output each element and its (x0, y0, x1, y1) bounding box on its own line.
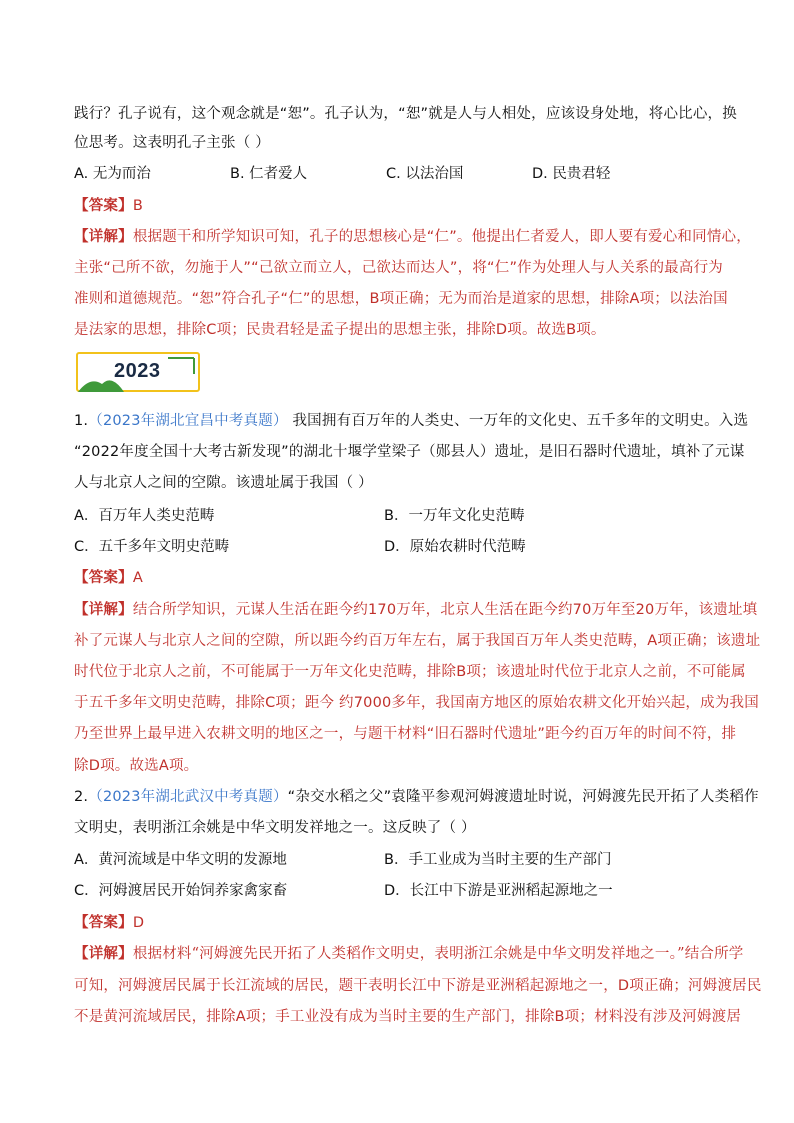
detail-quote: “河姆渡先民开拓了人类稻作文明史，表明浙江余姚是中华文明发祥地之一。” (191, 946, 685, 962)
question-text: 我国拥有百万年的人类史、一万年的文化史、五千多年的文明史。入选 (292, 413, 749, 429)
year-section-badge (76, 352, 202, 394)
question-text: “2022年度全国十大考古新发现”的湖北十堰学堂梁子（郧县人）遗址，是旧石器时代遗址，填补了元谋 (74, 444, 745, 460)
option-b: B. 仁者爱人 (230, 166, 308, 182)
option-c: C. 以法治国 (386, 166, 464, 182)
option-b: B．一万年文化史范畴 (384, 508, 525, 524)
detail-text: 于五千多年文明史范畴，排除C项；距今 约7000多年，我国南方地区的原始农耕文化开始兴起，成为我国 (74, 695, 759, 711)
answer-value: B (132, 198, 143, 214)
detail-text: 可知，河姆渡居民属于长江流域的居民，题干表明长江中下游是亚洲稻起源地之一，D项正确；河姆渡居民 (74, 978, 762, 994)
option-a: A．百万年人类史范畴 (74, 508, 215, 524)
question-number: 2. (74, 789, 89, 805)
detail-text: 乃至世界上最早进入农耕文明的地区之一，与题干材料“旧石器时代遗址”距今约百万年的时间不符，排 (74, 726, 737, 742)
detail-text: 不是黄河流域居民，排除A项；手工业没有成为当时主要的生产部门，排除B项；材料没有涉及河姆渡居 (74, 1009, 742, 1025)
option-d: D．原始农耕时代范畴 (384, 539, 526, 555)
question-source: （2023年湖北武汉中考真题） (88, 789, 288, 805)
detail-text: 准则和道德规范。“恕”符合孔子“仁”的思想，B项正确；无为而治是道家的思想，排除A项；以法治国 (74, 291, 728, 307)
option-a: A. 无为而治 (74, 166, 151, 182)
detail-text: 是法家的思想，排除C项；民贵君轻是孟子提出的思想主张，排除D项。故选B项。 (74, 322, 606, 338)
option-d: D. 民贵君轻 (532, 166, 611, 182)
option-a: A．黄河流域是中华文明的发源地 (74, 852, 287, 868)
option-c: C．五千多年文明史范畴 (74, 539, 230, 555)
answer-line (74, 568, 143, 588)
detail-text: 结合所学 (684, 946, 744, 962)
question-2-line (74, 787, 759, 807)
question-text: 人与北京人之间的空隙。该遗址属于我国（ ） (74, 475, 373, 491)
detail-text: 时代位于北京人之前，不可能属于一万年文化史范畴，排除B项；该遗址时代位于北京人之前，不可能属 (74, 664, 746, 680)
option-d: D．长江中下游是亚洲稻起源地之一 (384, 883, 613, 899)
answer-tag: 【答案】 (74, 915, 133, 931)
answer-value: D (132, 915, 145, 931)
detail-line (74, 600, 757, 620)
question-text: “杂交水稻之父”袁隆平参观河姆渡遗址时说，河姆渡先民开拓了人类稻作 (287, 789, 759, 805)
detail-text: 除D项。故选A项。 (74, 758, 199, 774)
detail-line (74, 944, 744, 964)
question-source: （2023年湖北宜昌中考真题） (88, 413, 288, 429)
detail-text: 主张“己所不欲，勿施于人”“己欲立而立人，己欲达而达人”，将“仁”作为处理人与人关系的最高行为 (74, 260, 723, 276)
option-b: B．手工业成为当时主要的生产部门 (384, 852, 612, 868)
section-year: 2023 (114, 360, 161, 382)
question-number: 1. (74, 413, 89, 429)
question-1-line (74, 411, 748, 431)
question-text: 位思考。这表明孔子主张（ ） (74, 135, 270, 151)
question-text: 文明史，表明浙江余姚是中华文明发祥地之一。这反映了（ ） (74, 820, 476, 836)
answer-line (74, 913, 144, 933)
answer-tag: 【答案】 (74, 198, 133, 214)
detail-text: 结合所学知识，元谋人生活在距今约170万年，北京人生活在距今约70万年至20万年，该遗址填 (132, 602, 758, 618)
detail-tag: 【详解】 (74, 229, 133, 245)
detail-text: 补了元谋人与北京人之间的空隙，所以距今约百万年左右，属于我国百万年人类史范畴，A项正确；该遗址 (74, 633, 761, 649)
answer-line (74, 196, 143, 216)
detail-tag: 【详解】 (74, 602, 133, 618)
question-text: 践行？孔子说有，这个观念就是“恕”。孔子认为，“恕”就是人与人相处，应该设身处地，将心比心，换 (74, 106, 737, 122)
option-c: C．河姆渡居民开始饲养家禽家畜 (74, 883, 288, 899)
answer-value: A (132, 570, 143, 586)
detail-line (74, 227, 751, 247)
answer-tag: 【答案】 (74, 570, 133, 586)
detail-tag: 【详解】 (74, 946, 133, 962)
detail-text: 根据题干和所学知识可知，孔子的思想核心是“仁”。他提出仁者爱人，即人要有爱心和同情心， (132, 229, 751, 245)
detail-text: 根据材料 (132, 946, 192, 962)
